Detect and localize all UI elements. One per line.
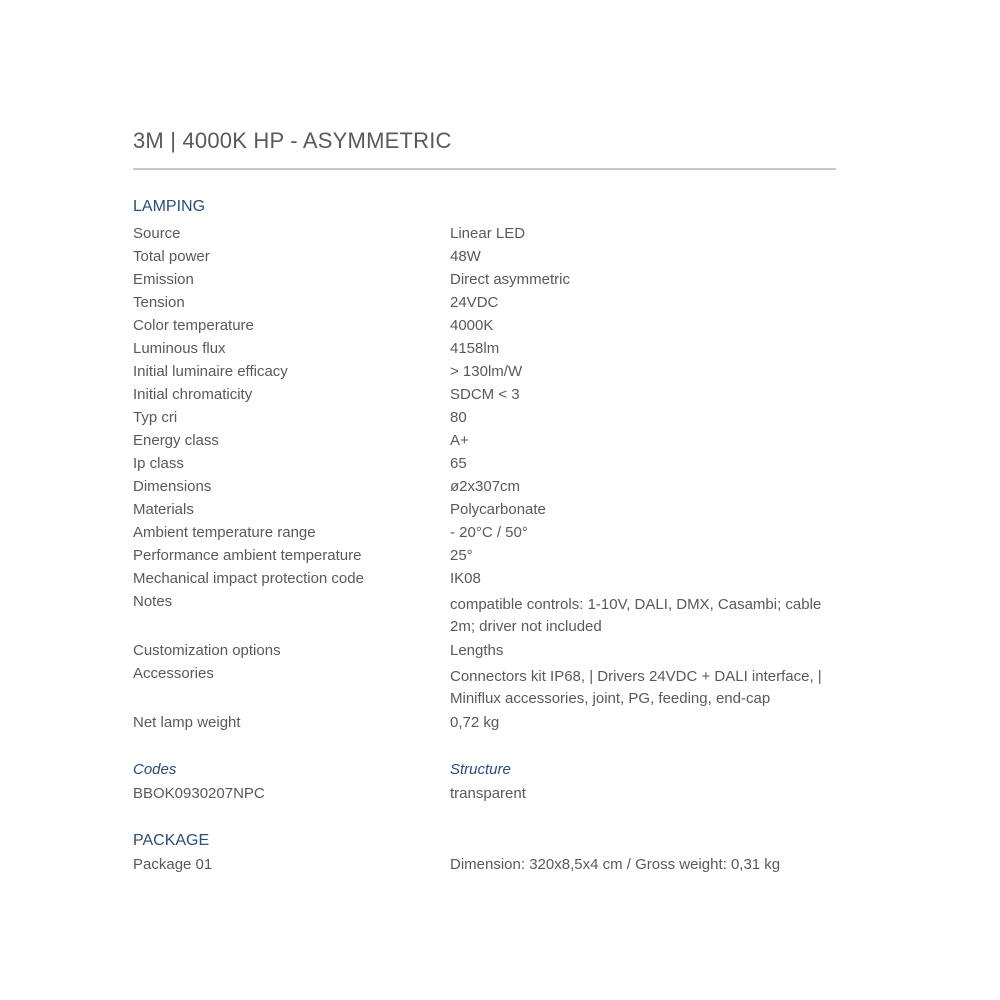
spec-row-accessories: [133, 662, 836, 711]
spec-value: Linear LED: [450, 225, 526, 242]
spec-value: 25°: [450, 547, 473, 564]
package-value: Dimension: 320x8,5x4 cm / Gross weight: 0,31 kg: [450, 856, 781, 873]
spec-label: Luminous flux: [133, 340, 226, 357]
spec-row-luminous-flux: [133, 337, 836, 360]
structure-value: transparent: [450, 785, 526, 802]
spec-row-energy-class: [133, 429, 836, 452]
spec-value: 4000K: [450, 317, 494, 334]
spec-row-materials: [133, 498, 836, 521]
spec-value: > 130lm/W: [450, 363, 523, 380]
spec-row-efficacy: [133, 360, 836, 383]
spec-label: Source: [133, 225, 181, 242]
spec-value: SDCM < 3: [450, 386, 520, 403]
lamping-table: [133, 222, 836, 734]
spec-value: 0,72 kg: [450, 714, 500, 731]
spec-row-total-power: [133, 245, 836, 268]
lamping-heading: LAMPING: [133, 198, 206, 215]
spec-label: Energy class: [133, 432, 219, 449]
spec-row-net-weight: [133, 711, 836, 734]
page-title: 3M | 4000K HP - ASYMMETRIC: [133, 128, 452, 153]
package-heading: PACKAGE: [133, 832, 210, 849]
spec-label: Dimensions: [133, 478, 212, 495]
title-divider: [133, 168, 836, 170]
spec-row-performance-temperature: [133, 544, 836, 567]
spec-value: 65: [450, 455, 467, 472]
spec-value: Direct asymmetric: [450, 271, 571, 288]
spec-label: Performance ambient temperature: [133, 547, 362, 564]
spec-row-notes: [133, 590, 836, 639]
spec-label: Ambient temperature range: [133, 524, 316, 541]
spec-value: compatible controls: 1-10V, DALI, DMX, Casambi; cable 2m; driver not included: [450, 596, 822, 635]
spec-row-ambient-range: [133, 521, 836, 544]
package-label: Package 01: [133, 856, 213, 873]
structure-heading: Structure: [450, 761, 511, 778]
spec-label: Net lamp weight: [133, 714, 241, 731]
spec-label: Initial chromaticity: [133, 386, 253, 403]
spec-label: Materials: [133, 501, 194, 518]
spec-row-tension: [133, 291, 836, 314]
spec-value: - 20°C / 50°: [450, 524, 528, 541]
spec-row-color-temperature: [133, 314, 836, 337]
spec-label: Accessories: [133, 665, 214, 682]
spec-value: Lengths: [450, 642, 504, 659]
spec-value: IK08: [450, 570, 481, 587]
spec-label: Customization options: [133, 642, 281, 659]
codes-heading: Codes: [133, 761, 177, 778]
spec-value: 4158lm: [450, 340, 500, 357]
spec-label: Tension: [133, 294, 185, 311]
spec-value: ø2x307cm: [450, 478, 521, 495]
spec-value: Connectors kit IP68, | Drivers 24VDC + DALI interface, | Miniflux accessories, joint, PG, feeding, end-cap: [450, 668, 822, 707]
spec-value: 48W: [450, 248, 481, 265]
spec-label: Mechanical impact protection code: [133, 570, 364, 587]
spec-label: Total power: [133, 248, 210, 265]
spec-value: A+: [450, 432, 469, 449]
spec-value: 80: [450, 409, 467, 426]
spec-label: Emission: [133, 271, 194, 288]
spec-label: Typ cri: [133, 409, 178, 426]
codes-value: BBOK0930207NPC: [133, 785, 265, 802]
spec-row-ip-class: [133, 452, 836, 475]
spec-value: Polycarbonate: [450, 501, 546, 518]
spec-label: Notes: [133, 593, 173, 610]
spec-row-customization: [133, 639, 836, 662]
spec-label: Color temperature: [133, 317, 254, 334]
spec-row-chromaticity: [133, 383, 836, 406]
spec-label: Ip class: [133, 455, 184, 472]
spec-row-cri: [133, 406, 836, 429]
spec-label: Initial luminaire efficacy: [133, 363, 288, 380]
spec-row-emission: [133, 268, 836, 291]
spec-value: 24VDC: [450, 294, 499, 311]
spec-row-impact-code: [133, 567, 836, 590]
spec-row-dimensions: [133, 475, 836, 498]
spec-row-source: [133, 222, 836, 245]
